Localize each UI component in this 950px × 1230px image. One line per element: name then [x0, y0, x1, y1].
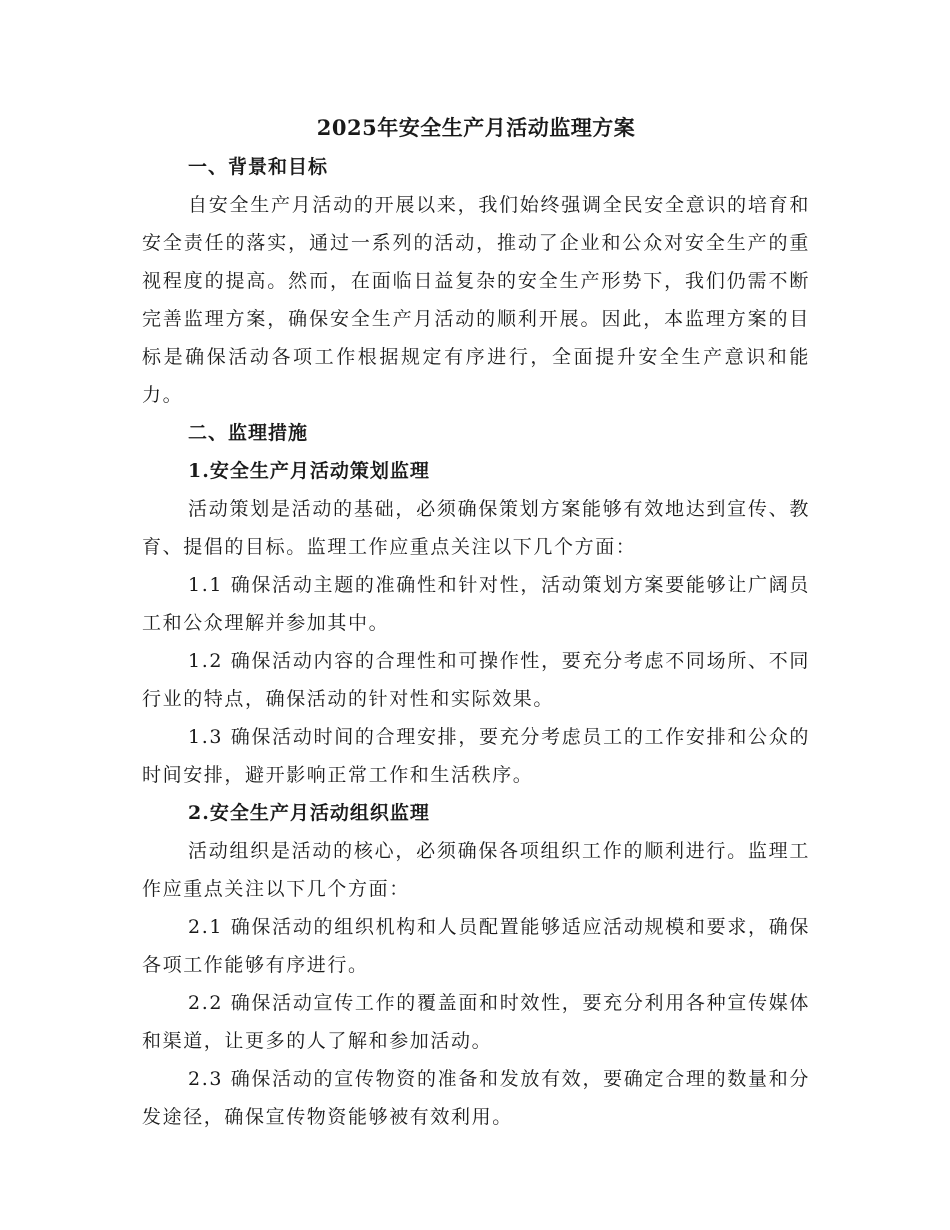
subsection-heading-organization: 2.安全生产月活动组织监理 — [188, 802, 430, 824]
subsection-heading-planning: 1.安全生产月活动策划监理 — [188, 460, 430, 482]
section-heading-background: 一、背景和目标 — [188, 156, 329, 178]
paragraph-item-1-3: 1.3 确保活动时间的合理安排，要充分考虑员工的工作安排和公众的时间安排，避开影响正常工作和生活秩序。 — [142, 726, 810, 786]
document-body — [142, 112, 810, 1136]
paragraph-background: 自安全生产月活动的开展以来，我们始终强调全民安全意识的培育和安全责任的落实，通过一系列的活动，推动了企业和公众对安全生产的重视程度的提高。然而，在面临日益复杂的安全生产形势下，我们仍需不断完善监理方案，确保安全生产月活动的顺利开展。因此，本监理方案的目标是确保活动各项工作根据规定有序进行，全面提升安全生产意识和能力。 — [142, 194, 810, 406]
paragraph-item-1-2: 1.2 确保活动内容的合理性和可操作性，要充分考虑不同场所、不同行业的特点，确保活动的针对性和实际效果。 — [142, 650, 810, 710]
paragraph-organization-intro: 活动组织是活动的核心，必须确保各项组织工作的顺利进行。监理工作应重点关注以下几个方面： — [142, 840, 810, 900]
document-title: 2025年安全生产月活动监理方案 — [316, 115, 636, 140]
paragraph-item-2-3: 2.3 确保活动的宣传物资的准备和发放有效，要确定合理的数量和分发途径，确保宣传物资能够被有效利用。 — [142, 1068, 810, 1128]
paragraph-planning-intro: 活动策划是活动的基础，必须确保策划方案能够有效地达到宣传、教育、提倡的目标。监理工作应重点关注以下几个方面： — [142, 498, 810, 558]
paragraph-item-1-1: 1.1 确保活动主题的准确性和针对性，活动策划方案要能够让广阔员工和公众理解并参加其中。 — [142, 574, 810, 634]
paragraph-item-2-1: 2.1 确保活动的组织机构和人员配置能够适应活动规模和要求，确保各项工作能够有序进行。 — [142, 916, 810, 976]
paragraph-item-2-2: 2.2 确保活动宣传工作的覆盖面和时效性，要充分利用各种宣传媒体和渠道，让更多的人了解和参加活动。 — [142, 992, 810, 1052]
section-heading-measures: 二、监理措施 — [188, 422, 309, 444]
